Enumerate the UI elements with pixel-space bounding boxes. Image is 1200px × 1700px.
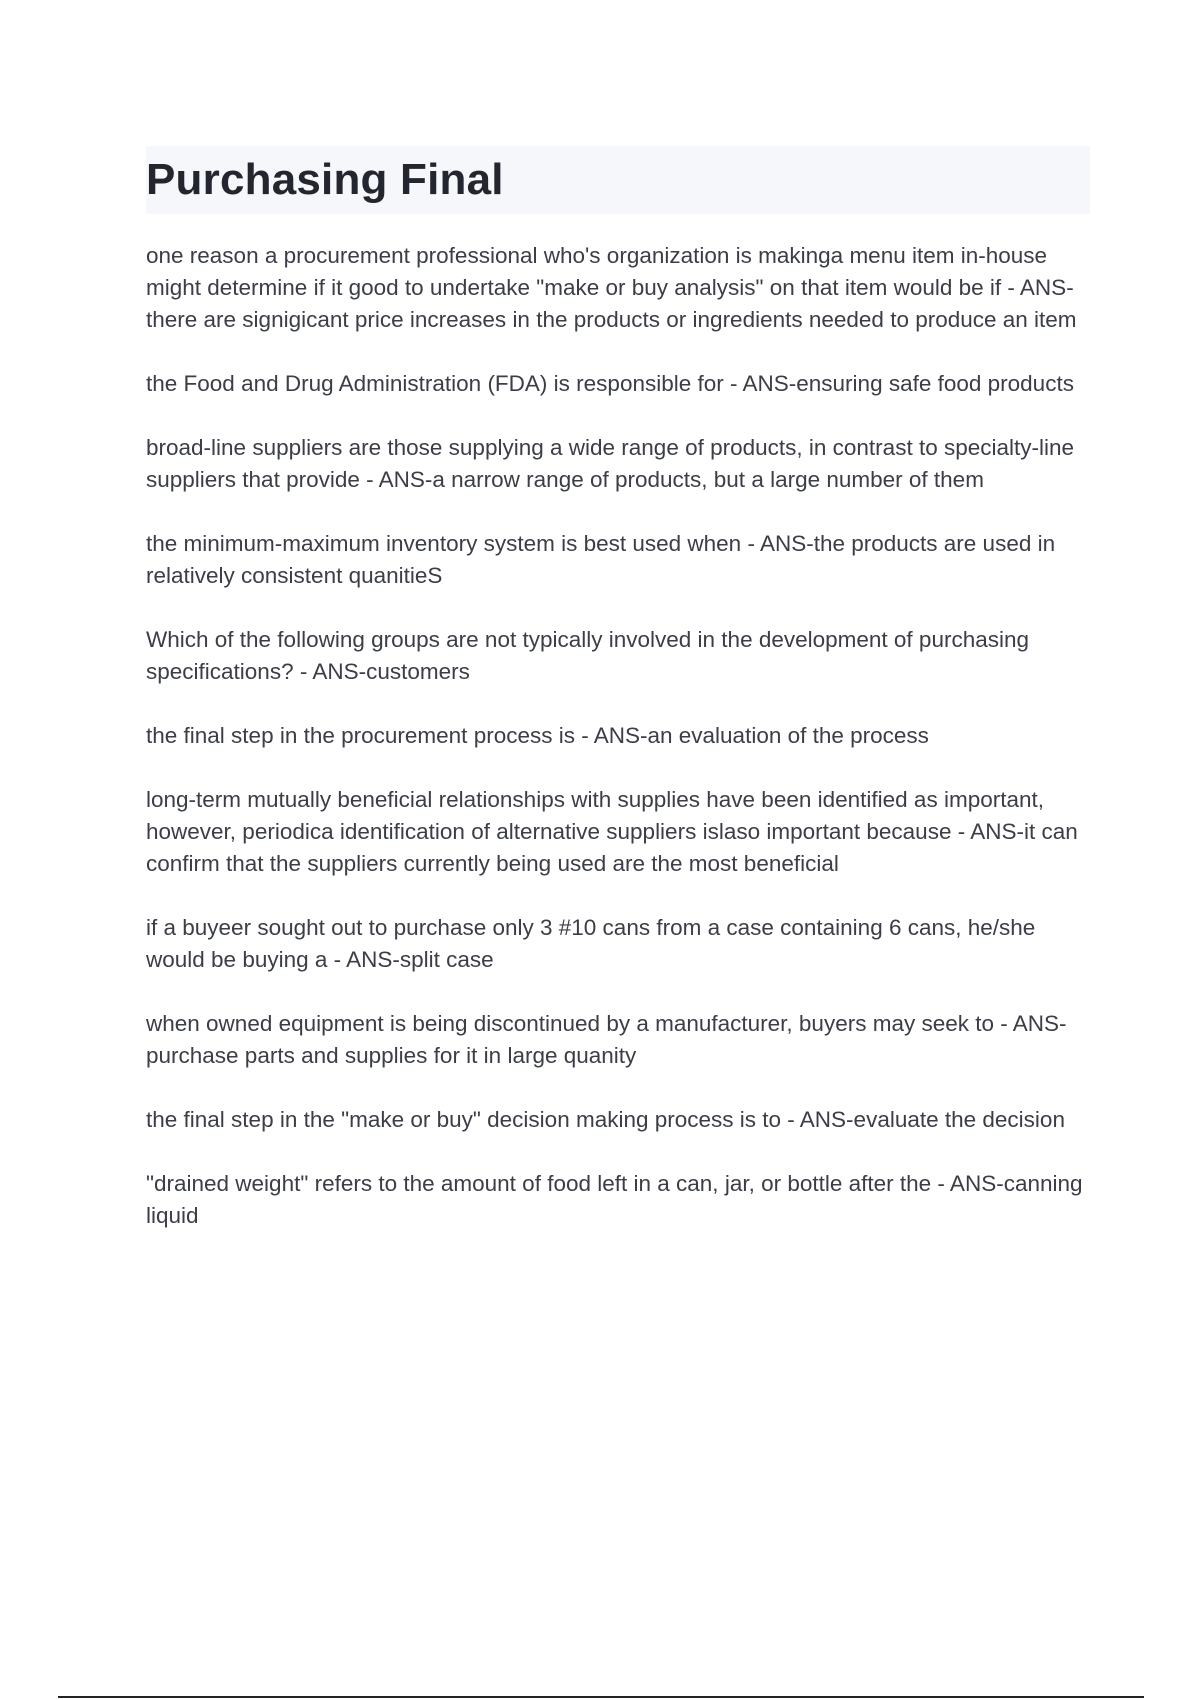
qa-item-6: the final step in the procurement process is - ANS-an evaluation of the process xyxy=(146,723,929,748)
qa-item-2: the Food and Drug Administration (FDA) is responsible for - ANS-ensuring safe food products xyxy=(146,371,1074,396)
document-page xyxy=(146,146,1090,1264)
qa-item-11: "drained weight" refers to the amount of food left in a can, jar, or bottle after the - ANS-canning liquid xyxy=(146,1171,1083,1228)
page-title: Purchasing Final xyxy=(146,155,504,204)
qa-item-7: long-term mutually beneficial relationships with supplies have been identified as important, however, periodica identification of alternative suppliers islaso important because - ANS-it can confirm that the suppliers currently being used are the most beneficial xyxy=(146,787,1078,876)
qa-list xyxy=(146,240,1090,1232)
qa-item-9: when owned equipment is being discontinued by a manufacturer, buyers may seek to - ANS-purchase parts and supplies for it in large quanity xyxy=(146,1011,1067,1068)
qa-item-8: if a buyeer sought out to purchase only 3 #10 cans from a case containing 6 cans, he/she would be buying a - ANS-split case xyxy=(146,915,1036,972)
qa-item-1: one reason a procurement professional who's organization is makinga menu item in-house might determine if it good to undertake "make or buy analysis" on that item would be if - ANS-there are signigicant price increases in the products or ingredients needed to produce an item xyxy=(146,243,1077,332)
qa-item-3: broad-line suppliers are those supplying a wide range of products, in contrast to specialty-line suppliers that provide - ANS-a narrow range of products, but a large number of them xyxy=(146,435,1075,492)
qa-item-4: the minimum-maximum inventory system is best used when - ANS-the products are used in relatively consistent quanitieS xyxy=(146,531,1056,588)
title-block xyxy=(146,146,1090,214)
qa-item-10: the final step in the "make or buy" decision making process is to - ANS-evaluate the decision xyxy=(146,1107,1065,1132)
qa-item-5: Which of the following groups are not typically involved in the development of purchasing specifications? - ANS-customers xyxy=(146,627,1030,684)
footer-rule xyxy=(58,1696,1144,1698)
